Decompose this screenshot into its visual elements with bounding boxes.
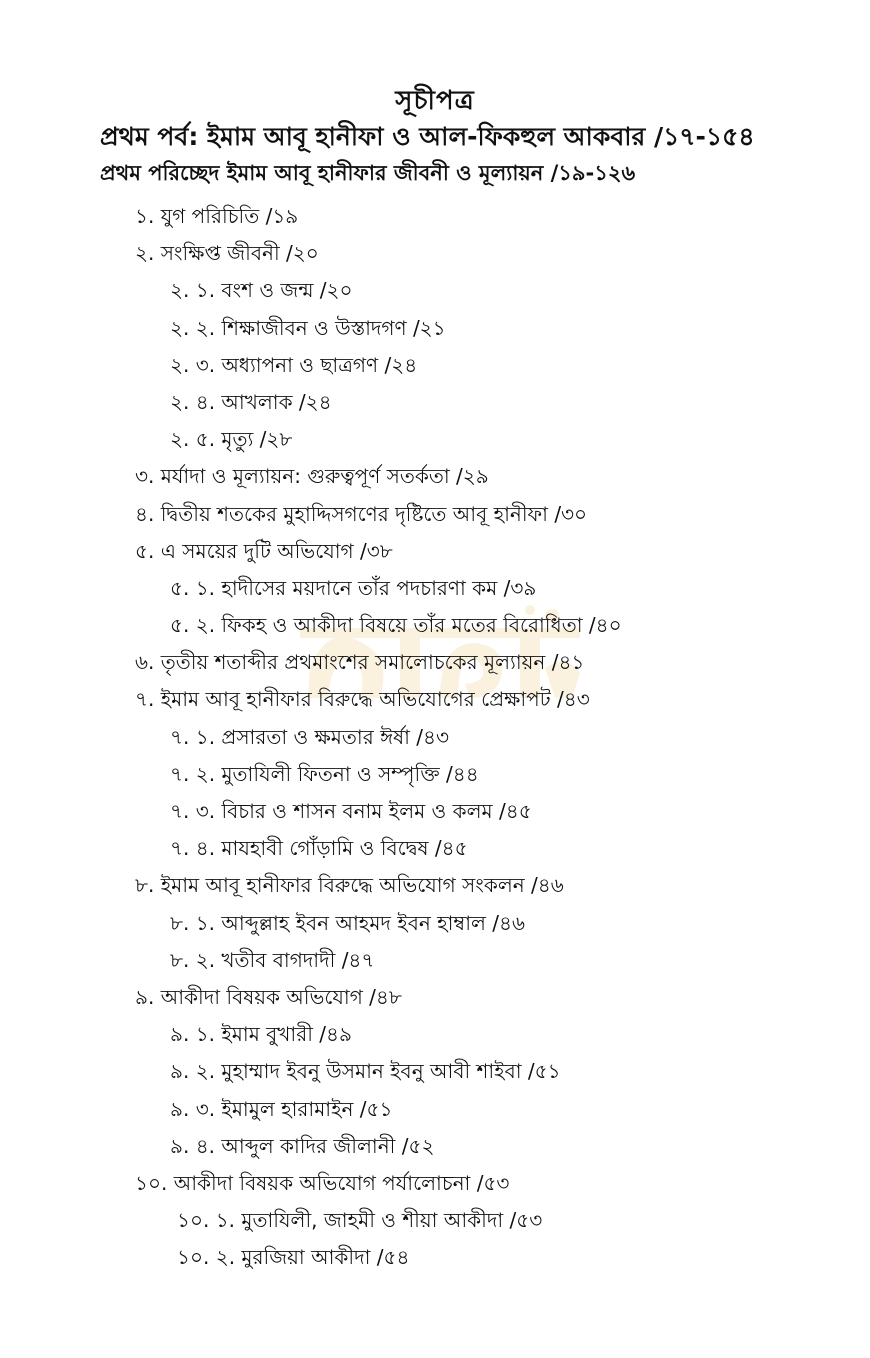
table-of-contents	[0, 198, 870, 1276]
toc-subsection-entry: ৮. ১. আব্দুল্লাহ ইবন আহমদ ইবন হাম্বাল /৪৬	[170, 910, 525, 935]
toc-section-entry: ২. সংক্ষিপ্ত জীবনী /২০	[135, 241, 319, 266]
toc-subsection-entry: ২. ২. শিক্ষাজীবন ও উস্তাদগণ /২১	[170, 315, 446, 340]
toc-section-entry: ৩. মর্যাদা ও মূল্যায়ন: গুরুত্বপূর্ণ সতর্কতা /২৯	[135, 464, 489, 489]
toc-subsection-entry: ২. ৩. অধ্যাপনা ও ছাত্রগণ /২৪	[170, 352, 418, 377]
toc-section-entry: ৬. তৃতীয় শতাব্দীর প্রথমাংশের সমালোচকের মূল্যায়ন /৪১	[135, 650, 585, 675]
toc-subsection-entry: ৫. ১. হাদীসের ময়দানে তাঁর পদচারণা কম /৩৯	[170, 575, 537, 600]
toc-subsection-entry: ৮. ২. খতীব বাগদাদী /৪৭	[170, 947, 375, 972]
toc-subsection-entry: ৭. ২. মুতাযিলী ফিতনা ও সম্পৃক্তি /৪৪	[170, 761, 479, 786]
toc-subsection-entry: ৯. ৪. আব্দুল কাদির জীলানী /৫২	[170, 1133, 435, 1158]
toc-subsection-entry: ২. ১. বংশ ও জন্ম /২০	[170, 278, 353, 303]
toc-subsection-entry: ২. ৫. মৃত্যু /২৮	[170, 427, 293, 452]
toc-section-entry: ১০. আকীদা বিষয়ক অভিযোগ পর্যালোচনা /৫৩	[135, 1170, 510, 1195]
page-title: সূচীপত্র	[395, 86, 475, 116]
toc-subsection-entry: ৯. ১. ইমাম বুখারী /৪৯	[170, 1022, 352, 1047]
toc-section-entry: ৭. ইমাম আবূ হানীফার বিরুদ্ধে অভিযোগের প্রেক্ষাপট /৪৩	[135, 687, 590, 712]
chapter-heading: প্রথম পরিচ্ছেদ ইমাম আবূ হানীফার জীবনী ও মূল্যায়ন /১৯-১২৬	[100, 161, 636, 185]
toc-section-entry: ৯. আকীদা বিষয়ক অভিযোগ /৪৮	[135, 984, 402, 1009]
toc-subsection-entry: ৯. ৩. ইমামুল হারামাইন /৫১	[170, 1096, 393, 1121]
toc-subsection-entry: ৫. ২. ফিকহ ও আকীদা বিষয়ে তাঁর মতের বিরোধিতা /৪০	[170, 613, 622, 638]
toc-subsection-entry: ২. ৪. আখলাক /২৪	[170, 389, 332, 414]
toc-subsection-entry: ১০. ২. মুরজিয়া আকীদা /৫৪	[177, 1245, 410, 1270]
toc-section-entry: ৪. দ্বিতীয় শতকের মুহাদ্দিসগণের দৃষ্টিতে আবূ হানীফা /৩০	[135, 501, 588, 526]
toc-section-entry: ৮. ইমাম আবূ হানীফার বিরুদ্ধে অভিযোগ সংকলন /৪৬	[135, 873, 564, 898]
toc-subsection-entry: ৭. ৪. মাযহাবী গোঁড়ামি ও বিদ্বেষ /৪৫	[170, 836, 468, 861]
toc-subsection-entry: ১০. ১. মুতাযিলী, জাহমী ও শীয়া আকীদা /৫৩	[177, 1208, 543, 1233]
toc-section-entry: ৫. এ সময়ের দুটি অভিযোগ /৩৮	[135, 538, 393, 563]
toc-subsection-entry: ৭. ১. প্রসারতা ও ক্ষমতার ঈর্ষা /৪৩	[170, 724, 450, 749]
toc-section-entry: ১. যুগ পরিচিতি /১৯	[135, 204, 299, 228]
part-heading: প্রথম পর্ব: ইমাম আবূ হানীফা ও আল-ফিকহুল আকবার /১৭-১৫৪	[100, 122, 755, 151]
toc-subsection-entry: ৭. ৩. বিচার ও শাসন বনাম ইলম ও কলম /৪৫	[170, 799, 532, 823]
toc-subsection-entry: ৯. ২. মুহাম্মাদ ইবনু উসমান ইবনু আবী শাইবা /৫১	[170, 1059, 561, 1084]
